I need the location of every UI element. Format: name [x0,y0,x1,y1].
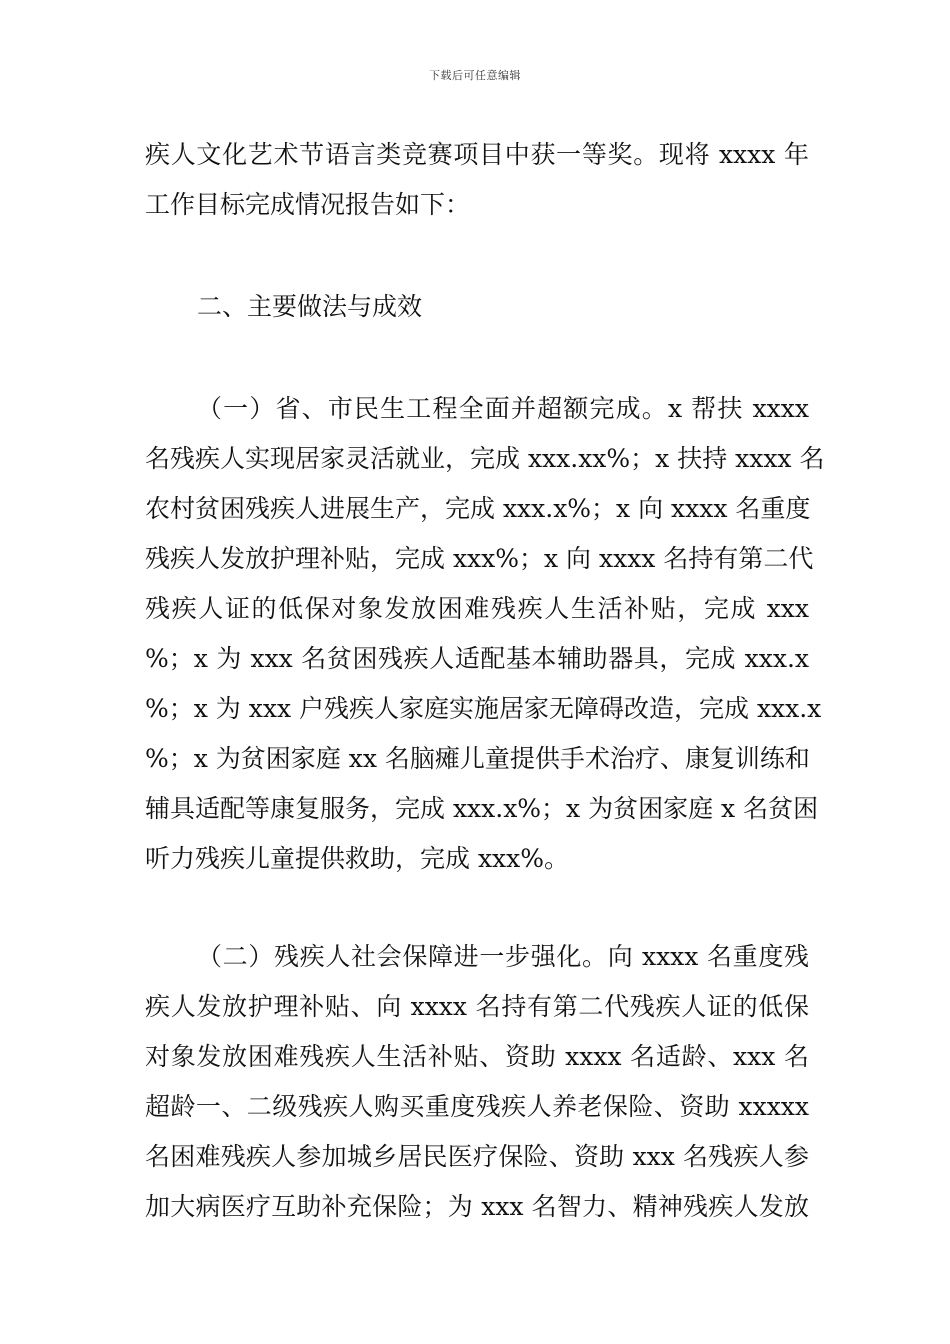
text-line: 农村贫困残疾人进展生产，完成 xxx.x%；x 向 xxxx 名重度 [145,494,811,523]
text-line: 残疾人证的低保对象发放困难残疾人生活补贴，完成 xxx [145,594,809,623]
text-line: 名残疾人实现居家灵活就业，完成 xxx.xx%；x 扶持 xxxx 名 [145,444,825,473]
paragraph-intro-continuation [145,130,809,230]
text-line: %；x 为贫困家庭 xx 名脑瘫儿童提供手术治疗、康复训练和 [145,744,810,773]
paragraph-livelihood-projects [145,384,825,884]
text-line: 听力残疾儿童提供救助，完成 xxx%。 [145,844,570,873]
text-line: 疾人发放护理补贴、向 xxxx 名持有第二代残疾人证的低保 [145,992,809,1021]
text-line: （二）残疾人社会保障进一步强化。向 xxxx 名重度残 [197,942,809,971]
text-line: 超龄一、二级残疾人购买重度残疾人养老保险、资助 xxxxx [145,1092,809,1121]
text-line: 加大病医疗互助补充保险；为 xxx 名智力、精神残疾人发放 [145,1192,809,1221]
text-line: %；x 为 xxx 名贫困残疾人适配基本辅助器具，完成 xxx.x [145,644,809,673]
text-line: 残疾人发放护理补贴，完成 xxx%；x 向 xxxx 名持有第二代 [145,544,814,573]
section-heading-text: 二、主要做法与成效 [197,292,423,321]
document-body [145,130,825,1232]
header-note: 下载后可任意编辑 [429,69,521,82]
text-line: （一）省、市民生工程全面并超额完成。x 帮扶 xxxx [197,394,809,423]
text-line: 名困难残疾人参加城乡居民医疗保险、资助 xxx 名残疾人参 [145,1142,809,1171]
section-heading [145,282,809,332]
text-line: 对象发放困难残疾人生活补贴、资助 xxxx 名适龄、xxx 名 [145,1042,809,1071]
text-line: 疾人文化艺术节语言类竞赛项目中获一等奖。现将 xxxx 年 [145,140,809,169]
paragraph-social-security [145,932,809,1232]
text-line: 辅具适配等康复服务，完成 xxx.x%；x 为贫困家庭 x 名贫困 [145,794,819,823]
text-line: 工作目标完成情况报告如下： [145,190,471,219]
text-line: %；x 为 xxx 户残疾人家庭实施居家无障碍改造，完成 xxx.x [145,694,822,723]
